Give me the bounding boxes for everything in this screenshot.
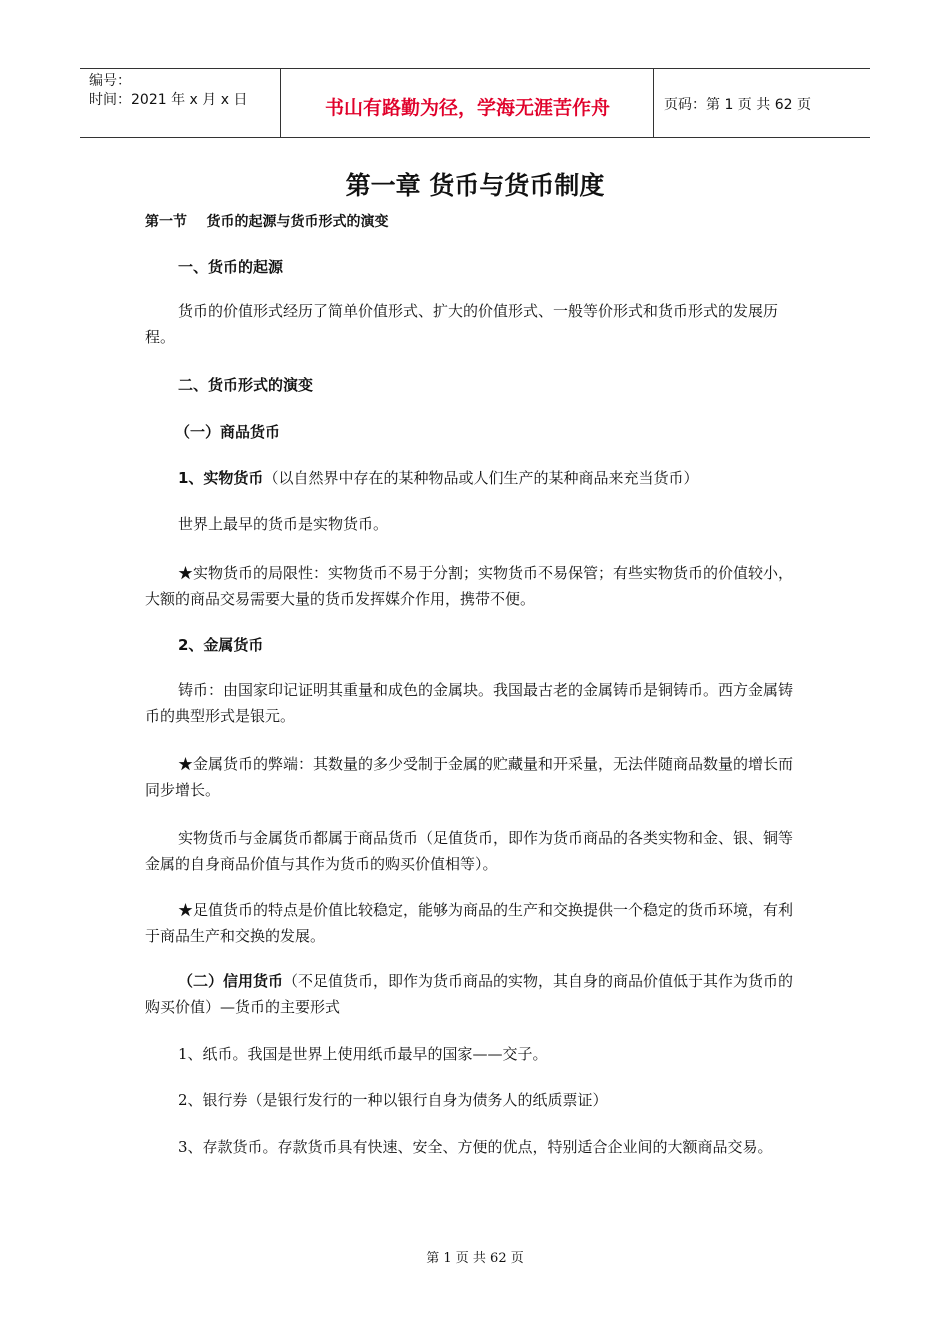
document-header bbox=[80, 68, 870, 138]
time-label: 时间：2021 年 x 月 x 日 bbox=[89, 92, 248, 108]
paragraph-physical-limits: ★实物货币的局限性：实物货币不易于分割；实物货币不易保管；有些实物货币的价值较小，大额的商品交易需要大量的货币发挥媒介作用，携带不便。 bbox=[145, 564, 794, 608]
physical-money-desc: （以自然界中存在的某种物品或人们生产的某种商品来充当货币） bbox=[263, 469, 699, 487]
paragraph-deposit-money: 3、存款货币。存款货币具有快速、安全、方便的优点，特别适合企业间的大额商品交易。 bbox=[178, 1138, 773, 1156]
paragraph-credit-money bbox=[145, 968, 805, 1020]
section-heading: 第一节 货币的起源与货币形式的演变 bbox=[145, 214, 389, 230]
credit-money-desc: （不足值货币，即作为货币商品的实物，其自身的商品价值低于其作为货币的购买价值）—货币的主要形式 bbox=[145, 972, 794, 1016]
header-meta bbox=[80, 69, 281, 137]
paragraph-physical-money bbox=[145, 465, 805, 491]
chapter-title: 第一章 货币与货币制度 bbox=[345, 171, 605, 200]
credit-money-label: （二）信用货币 bbox=[178, 972, 284, 990]
paragraph-bank-notes: 2、银行券（是银行发行的一种以银行自身为债务人的纸质票证） bbox=[178, 1091, 608, 1109]
paragraph-paper-money: 1、纸币。我国是世界上使用纸币最早的国家——交子。 bbox=[178, 1045, 548, 1063]
heading-origin: 一、货币的起源 bbox=[178, 258, 284, 276]
heading-metal-money: 2、金属货币 bbox=[178, 636, 264, 654]
paragraph-coin: 铸币：由国家印记证明其重量和成色的金属块。我国最古老的金属铸币是铜铸币。西方金属铸币的典型形式是银元。 bbox=[145, 681, 794, 725]
paragraph-earliest-money: 世界上最早的货币是实物货币。 bbox=[178, 515, 389, 533]
paragraph-full-value-features: ★足值货币的特点是价值比较稳定，能够为商品的生产和交换提供一个稳定的货币环境，有利于商品生产和交换的发展。 bbox=[145, 901, 794, 945]
physical-money-label: 1、实物货币 bbox=[178, 469, 264, 487]
heading-evolution: 二、货币形式的演变 bbox=[178, 376, 314, 394]
paragraph-full-value: 实物货币与金属货币都属于商品货币（足值货币，即作为货币商品的各类实物和金、银、铜等金属的自身商品价值与其作为货币的购买价值相等）。 bbox=[145, 829, 794, 873]
number-label: 编号： bbox=[89, 73, 131, 89]
paragraph-value-forms: 货币的价值形式经历了简单价值形式、扩大的价值形式、一般等价形式和货币形式的发展历程。 bbox=[145, 302, 779, 346]
page-footer: 第 1 页 共 62 页 bbox=[426, 1251, 524, 1266]
paragraph-metal-drawbacks: ★金属货币的弊端：其数量的多少受制于金属的贮藏量和开采量，无法伴随商品数量的增长而同步增长。 bbox=[145, 755, 794, 799]
heading-commodity-money: （一）商品货币 bbox=[175, 423, 281, 441]
header-page-code: 页码：第 1 页 共 62 页 bbox=[664, 97, 811, 113]
header-motto: 书山有路勤为径，学海无涯苦作舟 bbox=[282, 69, 654, 137]
